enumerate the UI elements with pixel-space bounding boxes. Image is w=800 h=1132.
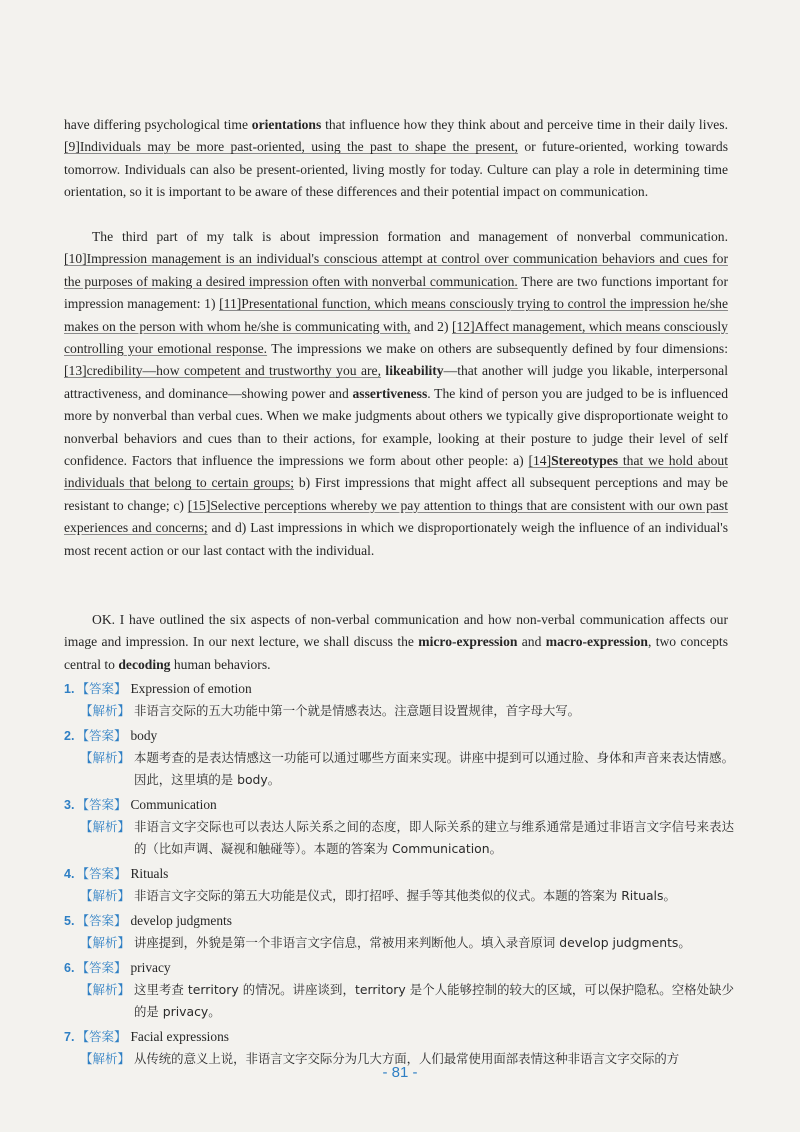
explanation-tag: 【解析】 — [80, 1051, 131, 1066]
explanation-text: 讲座提到，外貌是第一个非语言文字信息，常被用来判断他人。填入录音原词 develop judgments。 — [134, 935, 691, 950]
text-span: and 2) — [410, 318, 452, 334]
explanation-tag: 【解析】 — [80, 819, 131, 834]
bold-term: assertiveness — [352, 385, 428, 401]
text-span: , two concepts central to — [64, 634, 728, 672]
underlined-answer-12: [12]Affect management, which means consciously controlling your emotional response. — [64, 318, 728, 357]
text-span: that influence how they think about and perceive time in their daily lives. — [321, 117, 729, 132]
text-span: OK. I have outlined the six aspects of non-verbal communication and how non-verbal communication affects our image and impression. In our next lecture, we shall discuss the — [64, 612, 728, 650]
bold-term: orientations — [251, 117, 322, 132]
explanation-tag: 【解析】 — [80, 750, 131, 765]
bold-term: Stereotypes — [551, 453, 619, 469]
paragraph-conclusion — [64, 609, 728, 676]
answer-tag: 【答案】 — [76, 866, 127, 881]
answer-tag: 【答案】 — [76, 681, 127, 696]
answer-tag: 【答案】 — [76, 1029, 127, 1044]
explanation-tag: 【解析】 — [80, 935, 131, 950]
answer-text: privacy — [130, 960, 171, 975]
underlined-answer-10: [10]Impression management is an individual's conscious attempt at control over communication behaviors and cues for the purposes of making a desired impression often with nonverbal communication. — [64, 251, 728, 289]
explanation-text: 从传统的意义上说，非语言文字交际分为几大方面，人们最常使用面部表情这种非语言文字交际的方 — [134, 1051, 680, 1066]
answer-tag: 【答案】 — [76, 913, 127, 928]
underlined-answer-15: [15]Selective perceptions whereby we pay attention to things that are consistent with our own past experiences and concerns; — [64, 497, 728, 536]
explanation-tag: 【解析】 — [80, 888, 131, 903]
text-span: The impressions we make on others are subsequently defined by four dimensions: — [267, 341, 728, 357]
paragraph-impression-management — [64, 226, 728, 562]
explanation-text: 非语言交际的五大功能中第一个就是情感表达。注意题目设置规律，首字母大写。 — [134, 703, 581, 718]
answer-text: body — [130, 728, 158, 743]
underlined-answer-9: [9]Individuals may be more past-oriented, using the past to shape the present, — [64, 139, 519, 155]
item-number: 4. — [64, 867, 75, 881]
answer-item — [64, 957, 734, 1023]
answer-text: develop judgments — [130, 913, 232, 928]
paragraph-time-orientation — [64, 114, 728, 204]
answer-item — [64, 678, 734, 722]
explanation-tag: 【解析】 — [80, 982, 131, 997]
text-span: b) First impressions that might affect all subsequent perceptions and may be resistant to change; c) — [64, 475, 728, 513]
explanation-text: 这里考查 territory 的情况。讲座谈到，territory 是个人能够控制的较大的区域，可以保护隐私。空格处缺少的是 privacy。 — [134, 982, 734, 1019]
bold-term: likeability — [385, 363, 444, 379]
item-number: 5. — [64, 914, 75, 928]
answer-tag: 【答案】 — [76, 797, 127, 812]
answer-text: Facial expressions — [130, 1029, 229, 1044]
text-span: human behaviors. — [170, 656, 271, 672]
text-span: [14] — [528, 453, 552, 469]
page-number: - 81 - — [382, 1064, 418, 1081]
explanation-text: 本题考查的是表达情感这一功能可以通过哪些方面来实现。讲座中提到可以通过脸、身体和声音来表达情感。因此，这里填的是 body。 — [134, 750, 734, 787]
text-span: that we hold about individuals that belong to certain groups; — [64, 453, 728, 491]
answer-item — [64, 910, 734, 954]
text-span: or future-oriented, working towards tomorrow. Individuals can also be present-oriented, living mostly for today. Culture can play a role in determining time orientation, so it is important to be aware of these differences and their potential impact on communication. — [64, 139, 729, 200]
item-number: 2. — [64, 729, 75, 743]
answer-text: Communication — [130, 797, 217, 812]
text-span: have differing psychological time — [64, 117, 252, 132]
answer-tag: 【答案】 — [76, 960, 127, 975]
text-span: There are two functions important for impression management: 1) — [64, 273, 728, 312]
underlined-answer-13: [13]credibility—how competent and trustworthy you are, — [64, 363, 381, 379]
text-span: and d) Last impressions in which we disproportionately weigh the influence of an individual's most recent action or our last contact with the individual. — [64, 520, 728, 558]
text-span: The third part of my talk is about impression formation and management of nonverbal communication. — [92, 229, 728, 244]
bold-term: decoding — [118, 656, 171, 672]
item-number: 3. — [64, 798, 75, 812]
bold-term: micro-expression — [418, 634, 518, 650]
item-number: 7. — [64, 1030, 75, 1044]
text-span: . The kind of person you are judged to be is influenced more by nonverbal than verbal cues. When we make judgments about others we typically give disproportionate weight to nonverbal behaviors and cues than to their actions, for example, looking at their posture to judge their level of self confidence. Factors that influence the impressions we form about other people: a) — [64, 385, 728, 469]
answer-text: Rituals — [130, 866, 169, 881]
underlined-answer-11: [11]Presentational function, which means consciously trying to control the impression he/she makes on the person with whom he/she is communicating with, — [64, 296, 729, 334]
item-number: 6. — [64, 961, 75, 975]
text-span: —that another will judge you likable, interpersonal attractiveness, and dominance—showing power and — [64, 363, 728, 401]
answer-item — [64, 863, 734, 907]
answer-tag: 【答案】 — [76, 728, 127, 743]
text-span: and — [517, 634, 546, 650]
bold-term: macro-expression — [545, 634, 648, 650]
answer-text: Expression of emotion — [130, 681, 252, 696]
explanation-tag: 【解析】 — [80, 703, 131, 718]
answer-item — [64, 794, 734, 860]
explanation-text: 非语言文字交际也可以表达人际关系之间的态度，即人际关系的建立与维系通常是通过非语言文字信号来表达的（比如声调、凝视和触碰等）。本题的答案为 Communication。 — [134, 819, 734, 856]
item-number: 1. — [64, 682, 75, 696]
answer-item — [64, 725, 734, 791]
explanation-text: 非语言文字交际的第五大功能是仪式，即打招呼、握手等其他类似的仪式。本题的答案为 Rituals。 — [134, 888, 676, 903]
answer-key — [64, 678, 734, 1073]
